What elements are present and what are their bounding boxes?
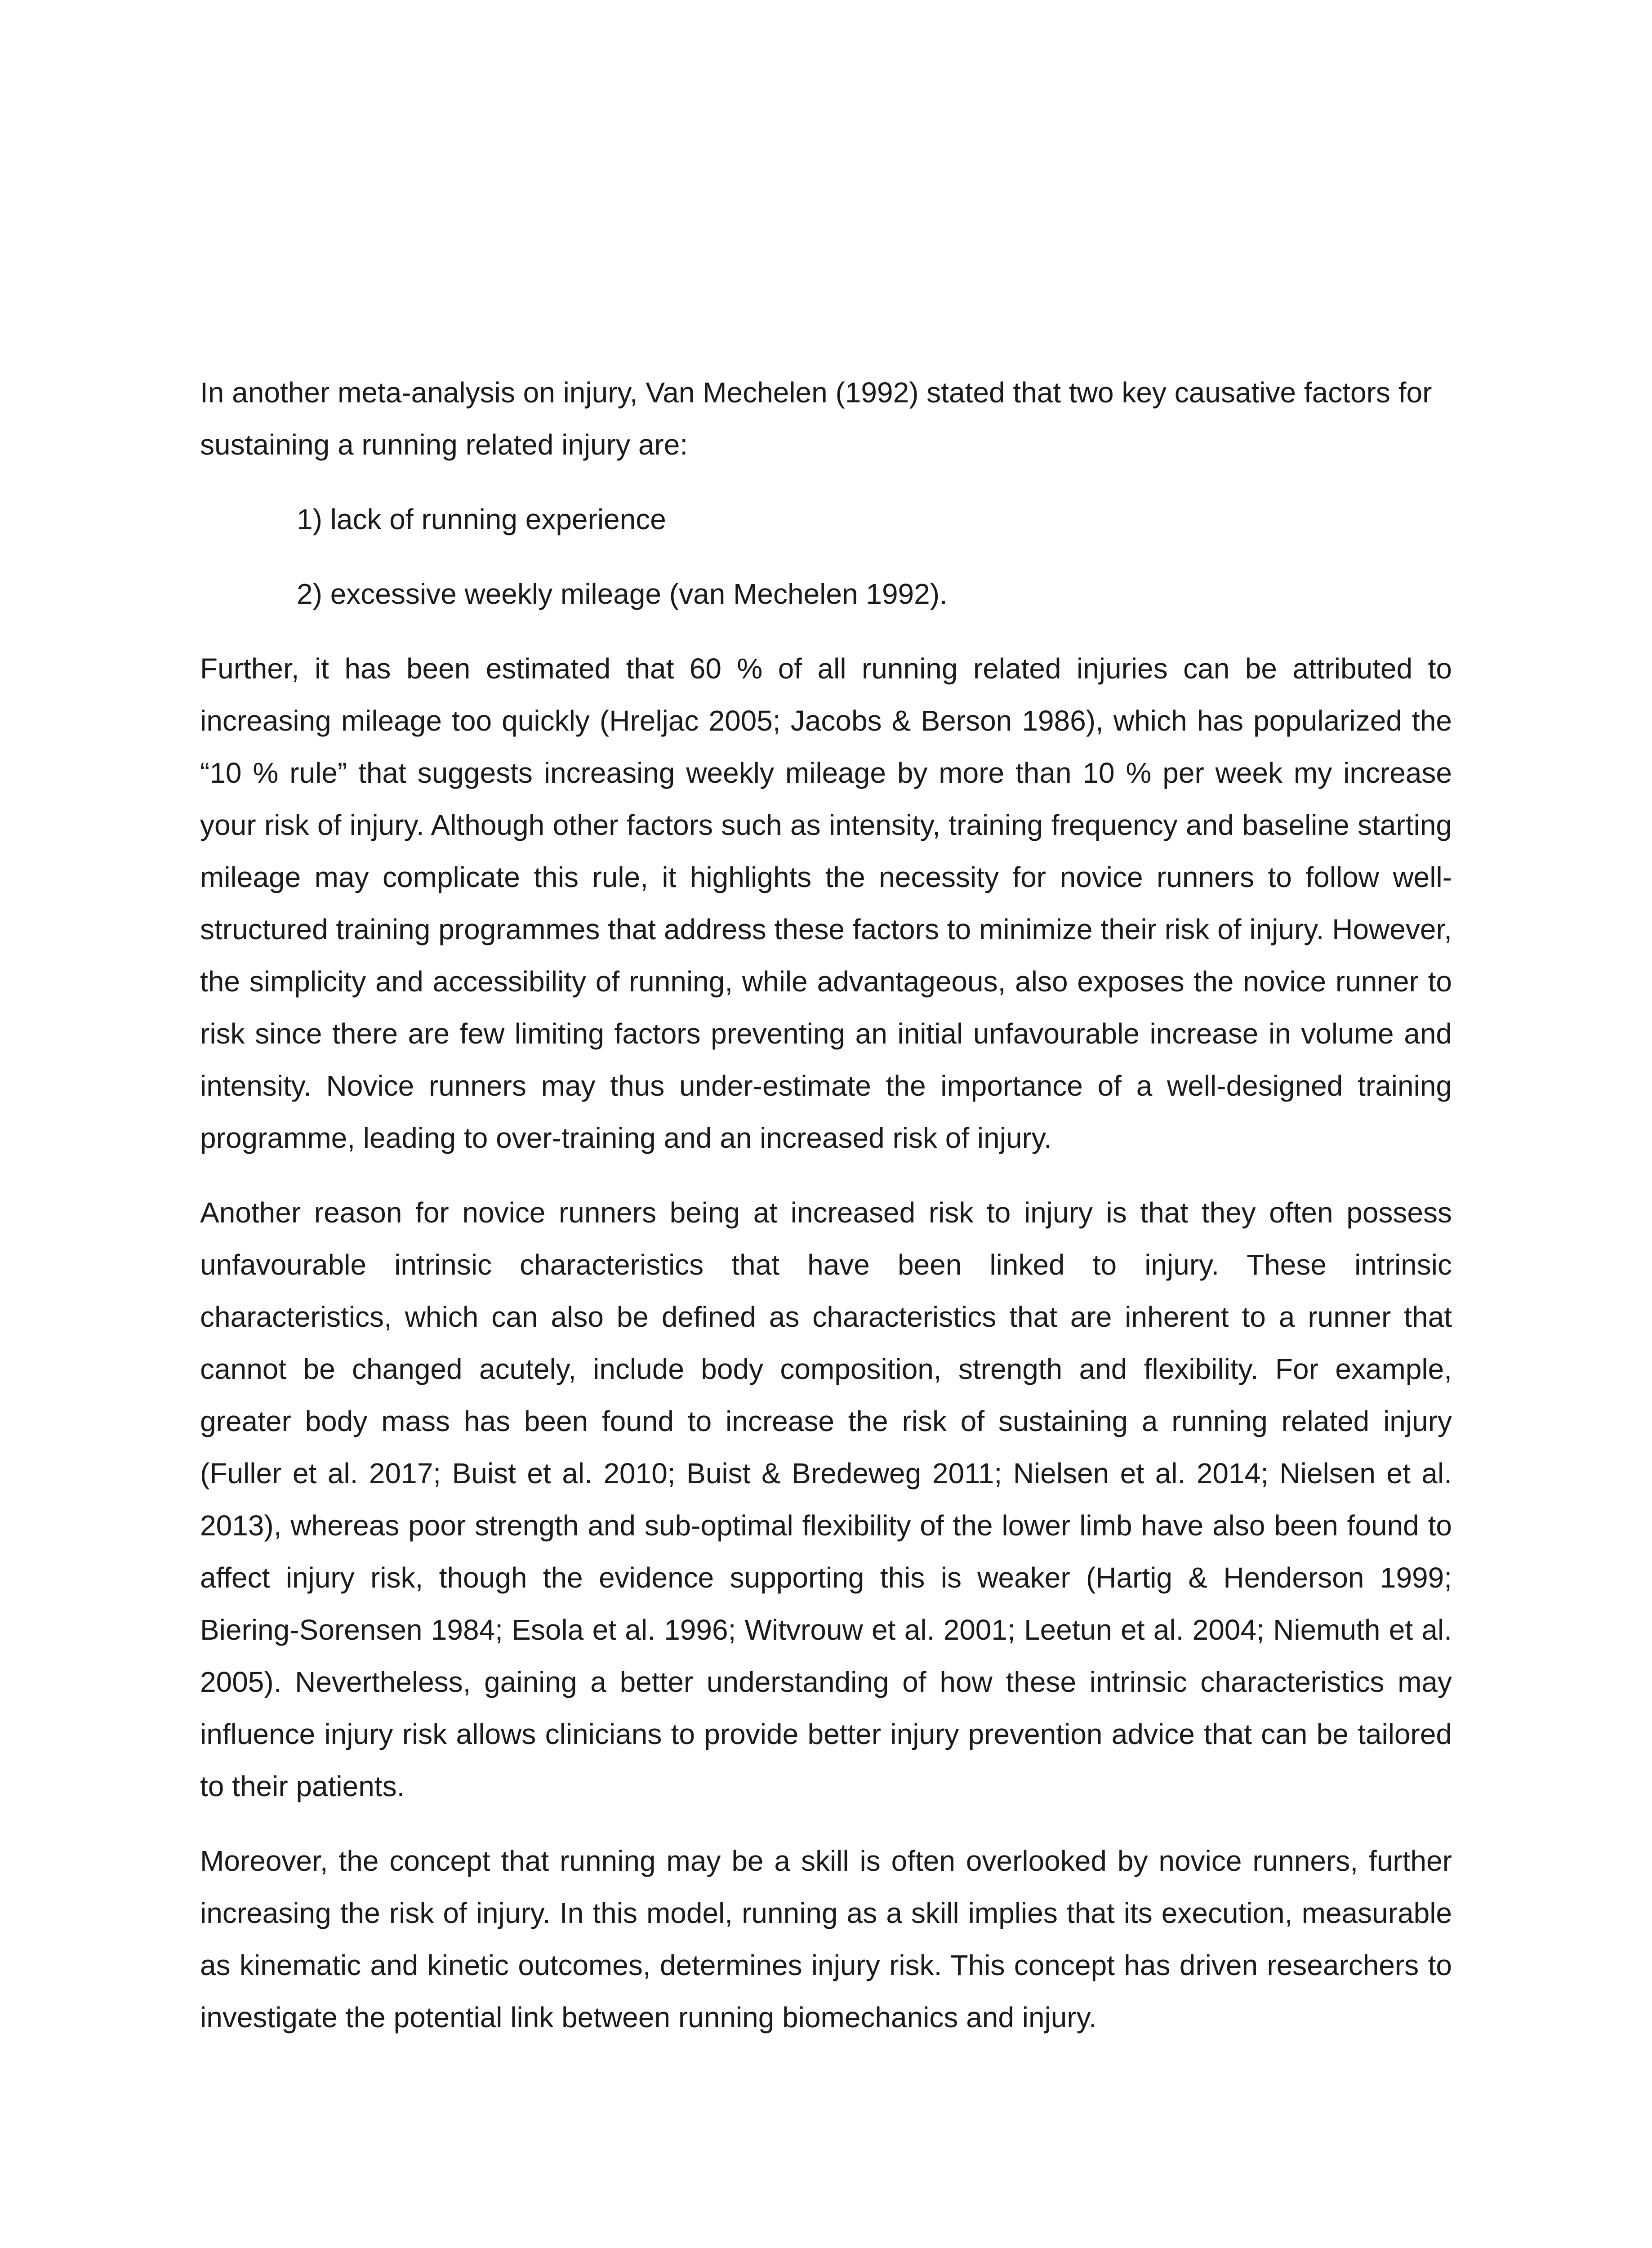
causative-factors-list xyxy=(200,493,1452,620)
intro-paragraph: In another meta-analysis on injury, Van Mechelen (1992) stated that two key causative factors for sustaining a running related injury are: xyxy=(200,376,1432,461)
list-item: 2) excessive weekly mileage (van Mechelen 1992). xyxy=(297,578,948,610)
paragraph-running-skill: Moreover, the concept that running may be a skill is often overlooked by novice runners, further increasing the risk of injury. In this model, running as a skill implies that its execution, measurable as kinematic and kinetic outcomes, determines injury risk. This concept has driven researchers to investigate the potential link between running biomechanics and injury. xyxy=(200,1845,1452,2034)
paragraph-intrinsic-characteristics: Another reason for novice runners being at increased risk to injury is that they often possess unfavourable intrinsic characteristics that have been linked to injury. These intrinsic characteristics, which can also be defined as characteristics that are inherent to a runner that cannot be changed acutely, include body composition, strength and flexibility. For example, greater body mass has been found to increase the risk of sustaining a running related injury (Fuller et al. 2017; Buist et al. 2010; Buist & Bredeweg 2011; Nielsen et al. 2014; Nielsen et al. 2013), whereas poor strength and sub-optimal flexibility of the lower limb have also been found to affect injury risk, though the evidence supporting this is weaker (Hartig & Henderson 1999; Biering-Sorensen 1984; Esola et al. 1996; Witvrouw et al. 2001; Leetun et al. 2004; Niemuth et al. 2005). Nevertheless, gaining a better understanding of how these intrinsic characteristics may influence injury risk allows clinicians to provide better injury prevention advice that can be tailored to their patients. xyxy=(200,1196,1452,1802)
list-item: 1) lack of running experience xyxy=(297,503,666,535)
body-text xyxy=(200,366,1452,2066)
paragraph-mileage: Further, it has been estimated that 60 % of all running related injuries can be attributed to increasing mileage too quickly (Hreljac 2005; Jacobs & Berson 1986), which has popularized the “10 % rule” that suggests increasing weekly mileage by more than 10 % per week my increase your risk of injury. Although other factors such as intensity, training frequency and baseline starting mileage may complicate this rule, it highlights the necessity for novice runners to follow well-structured training programmes that address these factors to minimize their risk of injury. However, the simplicity and accessibility of running, while advantageous, also exposes the novice runner to risk since there are few limiting factors preventing an initial unfavourable increase in volume and intensity. Novice runners may thus under-estimate the importance of a well-designed training programme, leading to over-training and an increased risk of injury. xyxy=(200,652,1452,1154)
